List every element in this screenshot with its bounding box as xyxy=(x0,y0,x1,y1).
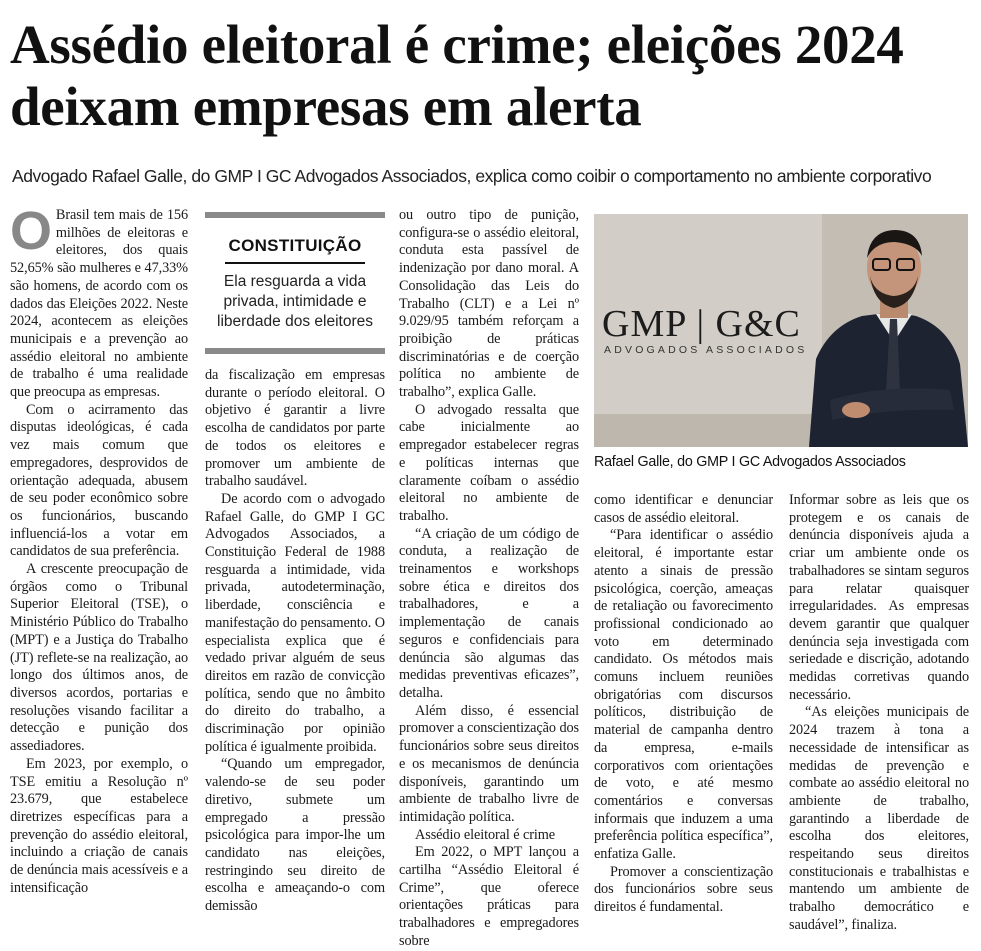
article-column-3 xyxy=(399,207,579,951)
paragraph: Em 2023, por exemplo, o TSE emitiu a Resolução nº 23.679, que estabelece diretrizes específicas para a prevenção do assédio eleitoral, incluindo a criação de canais de denúncia mais acessíveis e a intensificação xyxy=(10,755,188,896)
paragraph: De acordo com o advogado Rafael Galle, do GMP I GC Advogados Associados, a Constituição Federal de 1988 resguarda a intimidade, vida privada, autodeterminação, liberdade, consciência e manifestação do pensamento. O especialista explica que é vedado privar alguém de seus direitos em razão de convicção política, sendo que no âmbito do direito do trabalho, a discriminação por opinião política é igualmente proibida. xyxy=(205,490,385,755)
subheadline: Advogado Rafael Galle, do GMP I GC Advogados Associados, explica como coibir o comportamento no ambiente corporativo xyxy=(12,166,932,186)
paragraph: como identificar e denunciar casos de assédio eleitoral. xyxy=(594,492,773,526)
callout-title: CONSTITUIÇÃO xyxy=(225,230,365,264)
photo-caption: Rafael Galle, do GMP I GC Advogados Associados xyxy=(594,454,906,470)
drop-cap: O xyxy=(10,201,52,261)
article-column-2 xyxy=(205,367,385,916)
intertitle: Assédio eleitoral é crime xyxy=(415,826,556,843)
paragraph xyxy=(10,201,188,402)
paragraph: Com o acirramento das disputas ideológicas, é cada vez mais comum que empregadores, desprovidos de orientação adequada, abusem de seu poder econômico sobre os funcionários, buscando influenciá-los a votar em candidatos de sua preferência. xyxy=(10,401,188,560)
paragraph: Em 2022, o MPT lançou a cartilha “Assédio Eleitoral é Crime”, que oferece orientações práticas para trabalhadores e empregadores sobre xyxy=(399,844,579,949)
paragraph: O advogado ressalta que cabe inicialmente ao empregador estabelecer regras e políticas internas que claramente coíbam o assédio eleitoral no ambiente de trabalho. xyxy=(399,401,579,524)
paragraph: “A criação de um código de conduta, a realização de treinamentos e workshops sobre ética e direitos dos trabalhadores, e a implementação de canais seguros e confidenciais para denúncia são algumas das medidas preventivas eficazes”, detalha. xyxy=(399,525,579,701)
company-logo-subtext: ADVOGADOS ASSOCIADOS xyxy=(604,344,808,356)
paragraph-text: Brasil tem mais de 156 milhões de eleitoras e eleitores, dos quais 52,65% são mulheres e 47,33% são homens, de acordo com os dados das Eleições 2022. Neste 2024, acontecem as eleições municipais e a prevenção ao assédio eleitoral no ambiente de trabalho é uma realidade que preocupa as empresas. xyxy=(10,207,188,401)
callout-box xyxy=(205,212,385,354)
portrait-photo xyxy=(594,214,968,447)
paragraph: “As eleições municipais de 2024 trazem à tona a necessidade de intensificar as medidas de prevenção e combate ao assédio eleitoral no ambiente de trabalho, garantindo a liberdade de escolha dos eleitores, respeitando seus direitos constitucionais e trabalhistas e mantendo um ambiente de trabalho democrático e saudável”, finaliza. xyxy=(789,704,969,933)
paragraph: “Quando um empregador, valendo-se de seu poder diretivo, submete um empregado a pressão psicológica para impor-lhe um candidato nas eleições, restringindo seu direito de escolha e ameaçando-o com demissão xyxy=(205,756,385,915)
paragraph: Além disso, é essencial promover a conscientização dos funcionários sobre seus direitos e os mecanismos de denúncia disponíveis, garantindo um ambiente de trabalho livre de intimidação política. xyxy=(399,702,580,825)
paragraph: A crescente preocupação de órgãos como o Tribunal Superior Eleitoral (TSE), o Ministério Público do Trabalho (MPT) e a Justiça do Trabalho (JT) reflete-se na realização, ao longo dos últimos anos, de diversos acordos, portarias e resoluções visando facilitar a detecção e punição dos assediadores. xyxy=(10,561,188,755)
article-column-4 xyxy=(594,492,773,917)
article-column-5 xyxy=(789,492,969,935)
paragraph: ou outro tipo de punição, configura-se o assédio eleitoral, conduta esta passível de indenização por dano moral. A Consolidação das Leis do Trabalho (CLT) e a Lei nº 9.029/95 também reforçam a proibição de práticas discriminatórias e de coerção política no ambiente de trabalho”, explica Galle. xyxy=(399,207,579,401)
callout-text: Ela resguarda a vida privada, intimidade e liberdade dos eleitores xyxy=(217,273,373,330)
article-column-1 xyxy=(10,201,188,897)
paragraph: “Para identificar o assédio eleitoral, é importante estar atento a sinais de pressão psicológica, coerção, ameaças de retaliação ou favorecimento profissional condicionado ao voto em determinado candidato. Os métodos mais comuns incluem reuniões obrigatórias com discursos políticos, distribuição de material de campanha dentro da empresa, e-mails corporativos com orientações de voto, e até mesmo comentários e conversas informais que induzem a uma preferência política específica”, enfatiza Galle. xyxy=(594,527,773,863)
company-logo-text: GMP | G&C xyxy=(602,303,801,345)
paragraph: da fiscalização em empresas durante o período eleitoral. O objetivo é garantir a livre escolha de candidatos por parte de todos os eleitores e promover um ambiente de trabalho saudável. xyxy=(205,367,385,490)
paragraph: Informar sobre as leis que os protegem e os canais de denúncia disponíveis ajuda a criar um ambiente onde os trabalhadores se sintam seguros para relatar quaisquer irregularidades. As empresas devem garantir que qualquer denúncia seja investigada com seriedade e discrição, adotando medidas corretivas quando necessário. xyxy=(789,492,969,703)
paragraph: Promover a conscientização dos funcionários sobre seus direitos é fundamental. xyxy=(594,863,773,916)
headline: Assédio eleitoral é crime; eleições 2024 deixam empresas em alerta xyxy=(10,14,904,137)
